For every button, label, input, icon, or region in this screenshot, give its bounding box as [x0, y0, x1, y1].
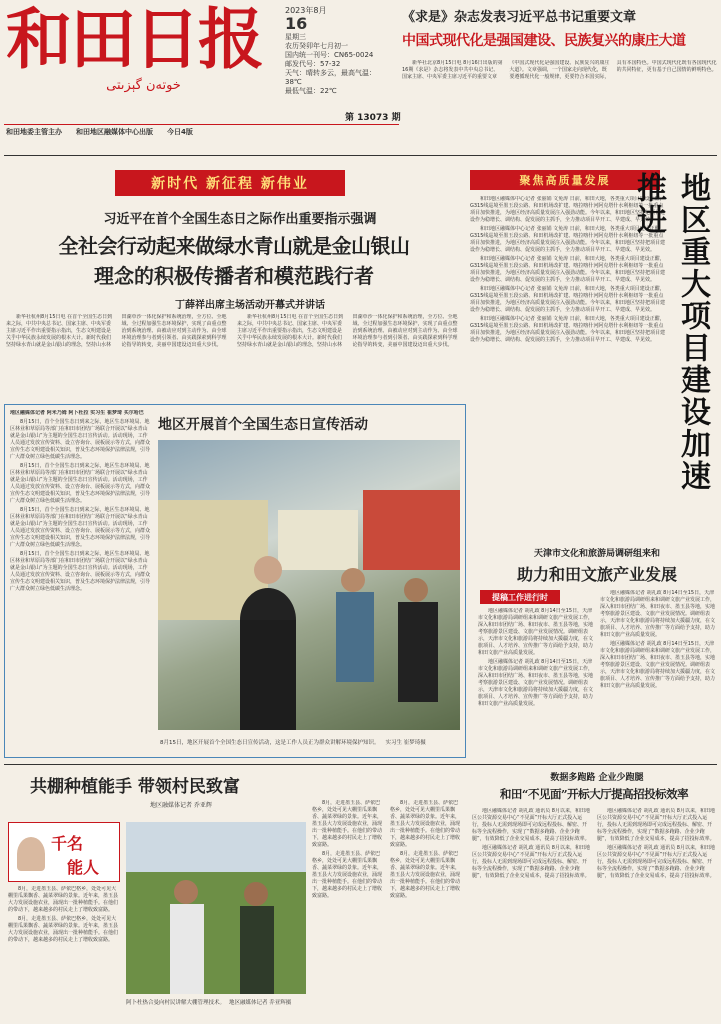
bidding-paragraph: 地区融媒体记者 胡礼政 通讯员 8月以来，和田地区公共资源交易中心“不见面”开标大厅正式投入运行，投标人无需到现场即可完成远程投标、解密、开标等全流程操作，实现了“数据多跑路、企业少跑腿”，有效降低了企业交易成本，提高了招投标效率。 — [472, 808, 590, 842]
bidding-paragraph-4: 地区融媒体记者 胡礼政 通讯员 8月以来，和田地区公共资源交易中心“不见面”开标大厅正式投入运行，投标人无需到现场即可完成远程投标、解密、开标等全流程操作，实现了“数据多跑路、企业少跑腿”，有效降低了企业交易成本，提高了招投标效率。 — [597, 845, 715, 879]
greenhouse-photo-illustration — [126, 822, 306, 994]
pages-count: 今日4版 — [167, 128, 193, 136]
gallery-paragraph-5: 和田地区融媒体中心记者 张丽娟 文免涛 日前，和田大地，各类重大项目建设正酣，G315线巡境至墨玉段公路、和田机场改扩建、喀拉喀什河阿克塔什水利枢纽等一批重点项目加快推进，为地区经济高质量发展注入强劲动能。今年以来，和田地区坚持把项目建设作为稳增长、调结构、促发展的主抓手，全力推动项目早开工、早建成、早见效。 — [470, 316, 666, 343]
tourism-headline: 助力和田文旅产业发展 — [516, 565, 677, 584]
eco-day-caption-row — [160, 738, 460, 746]
gallery-body — [470, 196, 666, 556]
newspaper-name-uyghur: خوتەن گېزىتى — [106, 78, 181, 93]
eco-day-photographer: 实习生 崔梦琦摄 — [385, 740, 426, 746]
lunar-date: 农历癸卯年七月初一 — [285, 42, 348, 50]
issue-number: 第 13073 期 — [345, 113, 401, 123]
eco-day-byline: 地区融媒体记者 阿米乃姆 阿卜杜拉 实习生 崔梦琦 买尔哈巴 — [10, 410, 144, 416]
tourism-paragraph-2: 地区融媒体记者 胡礼政 8月14日至15日，天津市文化和旅游局调研组来和调研文旅产业发展工作，深入和田市团结广场、和田夜市、墨玉县等地，实地考察旅游景区建设、文旅产业发展情况。调研组表示，天津市文化和旅游局将持续加大援疆力度，在文旅项目、人才培养、宣传推广等方面给予支持，助力和田文旅产业高质量发展。 — [478, 659, 594, 707]
slogan-text: 新时代 新征程 新伟业 — [151, 176, 309, 192]
weather: 天气：晴转多云，最高气温：38℃ — [285, 69, 376, 86]
bidding-paragraph-2: 地区融媒体记者 胡礼政 通讯员 8月以来，和田地区公共资源交易中心“不见面”开标大厅正式投入运行，投标人无需到现场即可完成远程投标、解密、开标等全流程操作，实现了“数据多跑路、企业少跑腿”，有效降低了企业交易成本，提高了招投标效率。 — [472, 845, 590, 879]
sponsor: 和田地委主管主办 — [6, 128, 62, 136]
main-paragraph: 新华社杭州8月15日电 在首个全国生态日到来之际，中共中央总书记、国家主席、中央军委主席习近平作出重要指示指出，生态文明建设是关乎中华民族永续发展的根本大计。新时代我们坚持绿水青山就是金山银山的理念，坚持山水林田湖草沙一体化保护和系统治理，全方位、全地域、全过程加强生态环境保护，实现了由重点整治到系统治理、由被动应对到主动作为、由全球环境治理参与者到引领者、由实践探索到科学理论指导的转变，美丽中国建设迈出重大步伐。 — [6, 314, 227, 348]
greenhouse-paragraph: 8月，走进墨玉县、萨依巴格乡，处处可见大棚里瓜果飘香、蔬菜翠绿的景象。近年来，墨玉县大力发展设施农业，涌现出一批种植能手。在他们的带动下，越来越多的村民走上了增收致富路。 — [8, 886, 119, 913]
eco-day-paragraph-3: 8月15日，首个全国生态日到来之际，地区生态环境局、地区林业和草原局等部门在和田市团结广场联合开展以“绿水青山就是金山银山”为主题的全国生态日宣传活动。活动现场，工作人员通过发放宣传资料、设立咨询台、展板展示等方式，向群众宣传生态文明建设相关知识，普及生态环境保护法律法规，引导广大群众树立绿色低碳生活理念。 — [10, 507, 150, 548]
masthead-logo — [6, 0, 281, 99]
tourism-body-right — [600, 590, 716, 758]
greenhouse-paragraph-2: 8月，走进墨玉县、萨依巴格乡，处处可见大棚里瓜果飘香、蔬菜翠绿的景象。近年来，墨玉县大力发展设施农业，涌现出一批种植能手。在他们的带动下，越来越多的村民走上了增收致富路。 — [8, 916, 119, 943]
gallery-paragraph-3: 和田地区融媒体中心记者 张丽娟 文免涛 日前，和田大地，各类重大项目建设正酣，G315线巡境至墨玉段公路、和田机场改扩建、喀拉喀什河阿克塔什水利枢纽等一批重点项目加快推进，为地区经济高质量发展注入强劲动能。今年以来，和田地区坚持把项目建设作为稳增长、调结构、促发展的主抓手，全力推动项目早开工、早建成、早见效。 — [470, 256, 666, 283]
eco-day-paragraph: 8月15日，首个全国生态日到来之际，地区生态环境局、地区林业和草原局等部门在和田市团结广场联合开展以“绿水青山就是金山银山”为主题的全国生态日宣传活动。活动现场，工作人员通过发放宣传资料、设立咨询台、展板展示等方式，向群众宣传生态文明建设相关知识，普及生态环境保护法律法规，引导广大群众树立绿色低碳生活理念。 — [10, 419, 150, 460]
publisher: 和田地区融媒体中心出版 — [76, 128, 153, 136]
greenhouse-paragraph-4: 8月，走进墨玉县、萨依巴格乡，处处可见大棚里瓜果飘香、蔬菜翠绿的景象。近年来，墨玉县大力发展设施农业，涌现出一批种植能手。在他们的带动下，越来越多的村民走上了增收致富路。 — [312, 851, 383, 899]
main-kicker: 习近平在首个全国生态日之际作出重要指示强调 — [103, 212, 377, 227]
gallery-paragraph-2: 和田地区融媒体中心记者 张丽娟 文免涛 日前，和田大地，各类重大项目建设正酣，G315线巡境至墨玉段公路、和田机场改扩建、喀拉喀什河阿克塔什水利枢纽等一批重点项目加快推进，为地区经济高质量发展注入强劲动能。今年以来，和田地区坚持把项目建设作为稳增长、调结构、促发展的主抓手，全力推动项目早开工、早建成、早见效。 — [470, 226, 666, 253]
vertical-headline: 地区重大项目建设加速推进 — [631, 172, 710, 492]
section-banner-text: 聚焦高质量发展 — [519, 174, 611, 187]
eco-day-headline: 地区开展首个全国生态日宣传活动 — [158, 417, 368, 433]
slogan-banner — [115, 170, 345, 196]
eco-day-body — [10, 410, 150, 740]
gallery-paragraph: 和田地区融媒体中心记者 张丽娟 文免涛 日前，和田大地，各类重大项目建设正酣，G315线巡境至墨玉段公路、和田机场改扩建、喀拉喀什河阿克塔什水利枢纽等一批重点项目加快推进，为地区经济高质量发展注入强劲动能。今年以来，和田地区坚持把项目建设作为稳增长、调结构、促发展的主抓手，全力推动项目早开工、早建成、早见效。 — [470, 196, 666, 223]
eco-day-paragraph-2: 8月15日，首个全国生态日到来之际，地区生态环境局、地区林业和草原局等部门在和田市团结广场联合开展以“绿水青山就是金山银山”为主题的全国生态日宣传活动。活动现场，工作人员通过发放宣传资料、设立咨询台、展板展示等方式，向群众宣传生态文明建设相关知识，普及生态环境保护法律法规，引导广大群众树立绿色低碳生活理念。 — [10, 463, 150, 504]
tourism-tag: 提稿工作进行时 — [480, 590, 560, 604]
main-headline-line2: 理念的积极传播者和模范践行者 — [94, 264, 374, 288]
date-year-month: 2023年8月 — [285, 6, 327, 15]
greenhouse-body-left — [8, 886, 120, 1022]
greenhouse-paragraph-3: 8月，走进墨玉县、萨依巴格乡，处处可见大棚里瓜果飘香、蔬菜翠绿的景象。近年来，墨玉县大力发展设施农业，涌现出一批种植能手。在他们的带动下，越来越多的村民走上了增收致富路。 — [312, 800, 383, 848]
weather-low: 最低气温：22℃ — [285, 87, 337, 95]
greenhouse-tag-line1: 千名 — [51, 834, 84, 853]
eco-day-caption: 8月15日，地区开展首个全国生态日宣传活动，这是工作人员正为群众讲解环境保护知识。 — [160, 740, 380, 746]
issue-meta — [285, 6, 390, 96]
greenhouse-headline: 共棚种植能手 带领村民致富 — [30, 777, 240, 797]
main-headline-line1: 全社会行动起来做绿水青山就是金山银山 — [58, 234, 410, 258]
cn-code: 国内统一刊号：CN65-0024 — [285, 51, 374, 59]
masthead-footer — [6, 128, 401, 137]
greenhouse-paragraph-5: 8月，走进墨玉县、萨依巴格乡，处处可见大棚里瓜果飘香、蔬菜翠绿的景象。近年来，墨玉县大力发展设施农业，涌现出一批种植能手。在他们的带动下，越来越多的村民走上了增收致富路。 — [390, 800, 461, 848]
top-right-subheadline: 中国式现代化是强国建设、民族复兴的康庄大道 — [402, 33, 686, 49]
masthead-rule — [4, 124, 399, 125]
bidding-kicker: 数据多跑路 企业少跑腿 — [550, 773, 644, 783]
greenhouse-paragraph-6: 8月，走进墨玉县、萨依巴格乡，处处可见大棚里瓜果飘香、蔬菜翠绿的景象。近年来，墨玉县大力发展设施农业，涌现出一批种植能手。在他们的带动下，越来越多的村民走上了增收致富路。 — [390, 851, 461, 899]
greenhouse-tag-line2: 能人 — [67, 858, 100, 877]
tourism-body-left — [478, 608, 594, 758]
eco-day-paragraph-4: 8月15日，首个全国生态日到来之际，地区生态环境局、地区林业和草原局等部门在和田市团结广场联合开展以“绿水青山就是金山银山”为主题的全国生态日宣传活动。活动现场，工作人员通过发放宣传资料、设立咨询台、展板展示等方式，向群众宣传生态文明建设相关知识，普及生态环境保护法律法规，引导广大群众树立绿色低碳生活理念。 — [10, 551, 150, 592]
top-divider — [4, 155, 717, 156]
top-right-paragraph: 新华社北京8月15日电 8月16日出版的第16期《求是》杂志将发表中共中央总书记、国家主席、中央军委主席习近平的重要文章《中国式现代化是强国建设、民族复兴的康庄大道》。文章强调，一个国家走向现代化，既要遵循现代化一般规律，更要符合本国实际，具有本国特色。中国式现代化既有各国现代化的共同特征，更有基于自己国情的鲜明特色。 — [402, 60, 717, 80]
greenhouse-tag-box — [8, 822, 120, 882]
bidding-headline: 和田“不见面”开标大厅提高招投标效率 — [499, 787, 689, 801]
top-right-headline: 《求是》杂志发表习近平总书记重要文章 — [402, 10, 637, 25]
main-body — [6, 314, 462, 400]
tourism-paragraph-4: 地区融媒体记者 胡礼政 8月14日至15日，天津市文化和旅游局调研组来和调研文旅产业发展工作，深入和田市团结广场、和田夜市、墨玉县等地，实地考察旅游景区建设、文旅产业发展情况。调研组表示，天津市文化和旅游局将持续加大援疆力度，在文旅项目、人才培养、宣传推广等方面给予支持，助力和田文旅产业高质量发展。 — [600, 641, 716, 689]
greenhouse-body-right — [312, 800, 462, 1022]
bidding-body — [472, 808, 716, 1022]
greenhouse-byline: 地区融媒体记者 乔亚辉 — [150, 802, 212, 809]
tourism-kicker: 天津市文化和旅游局调研组来和 — [533, 549, 660, 559]
gallery-paragraph-4: 和田地区融媒体中心记者 张丽娟 文免涛 日前，和田大地，各类重大项目建设正酣，G315线巡境至墨玉段公路、和田机场改扩建、喀拉喀什河阿克塔什水利枢纽等一批重点项目加快推进，为地区经济高质量发展注入强劲动能。今年以来，和田地区坚持把项目建设作为稳增长、调结构、促发展的主抓手，全力推动项目早开工、早建成、早见效。 — [470, 286, 666, 313]
bottom-divider — [4, 764, 717, 765]
main-paragraph-2: 新华社杭州8月15日电 在首个全国生态日到来之际，中共中央总书记、国家主席、中央军委主席习近平作出重要指示指出，生态文明建设是关乎中华民族永续发展的根本大计。新时代我们坚持绿水青山就是金山银山的理念，坚持山水林田湖草沙一体化保护和系统治理，全方位、全地域、全过程加强生态环境保护，实现了由重点整治到系统治理、由被动应对到主动作为、由全球环境治理参与者到引领者、由实践探索到科学理论指导的转变，美丽中国建设迈出重大步伐。 — [237, 314, 458, 348]
postal-code: 邮发代号：57-32 — [285, 60, 341, 68]
greenhouse-caption-row — [126, 998, 306, 1006]
newspaper-name: 和田日报 — [6, 0, 262, 78]
bidding-paragraph-3: 地区融媒体记者 胡礼政 通讯员 8月以来，和田地区公共资源交易中心“不见面”开标大厅正式投入运行，投标人无需到现场即可完成远程投标、解密、开标等全流程操作，实现了“数据多跑路、企业少跑腿”，有效降低了企业交易成本，提高了招投标效率。 — [597, 808, 715, 842]
tourism-paragraph-3: 地区融媒体记者 胡礼政 8月14日至15日，天津市文化和旅游局调研组来和调研文旅产业发展工作，深入和田市团结广场、和田夜市、墨玉县等地，实地考察旅游景区建设、文旅产业发展情况。调研组表示，天津市文化和旅游局将持续加大援疆力度，在文旅项目、人才培养、宣传推广等方面给予支持，助力和田文旅产业高质量发展。 — [600, 590, 716, 638]
date-day: 16 — [285, 14, 308, 33]
greenhouse-photographer: 地区融媒体记者 乔亚辉摄 — [229, 1000, 292, 1006]
eco-day-photo — [158, 440, 460, 730]
top-right-body — [402, 60, 718, 152]
tourism-paragraph: 地区融媒体记者 胡礼政 8月14日至15日，天津市文化和旅游局调研组来和调研文旅产业发展工作，深入和田市团结广场、和田夜市、墨玉县等地，实地考察旅游景区建设、文旅产业发展情况。调研组表示，天津市文化和旅游局将持续加大援疆力度，在文旅项目、人才培养、宣传推广等方面给予支持，助力和田文旅产业高质量发展。 — [478, 608, 594, 656]
main-subhead: 丁薛祥出席主场活动开幕式并讲话 — [175, 300, 325, 311]
greenhouse-caption: 阿卜杜热合曼向村民讲解大棚管理技术。 — [126, 1000, 226, 1006]
greenhouse-photo — [126, 822, 306, 994]
figure-icon — [17, 837, 45, 871]
eco-day-photo-illustration — [158, 440, 460, 730]
weekday: 星期三 — [285, 33, 306, 41]
